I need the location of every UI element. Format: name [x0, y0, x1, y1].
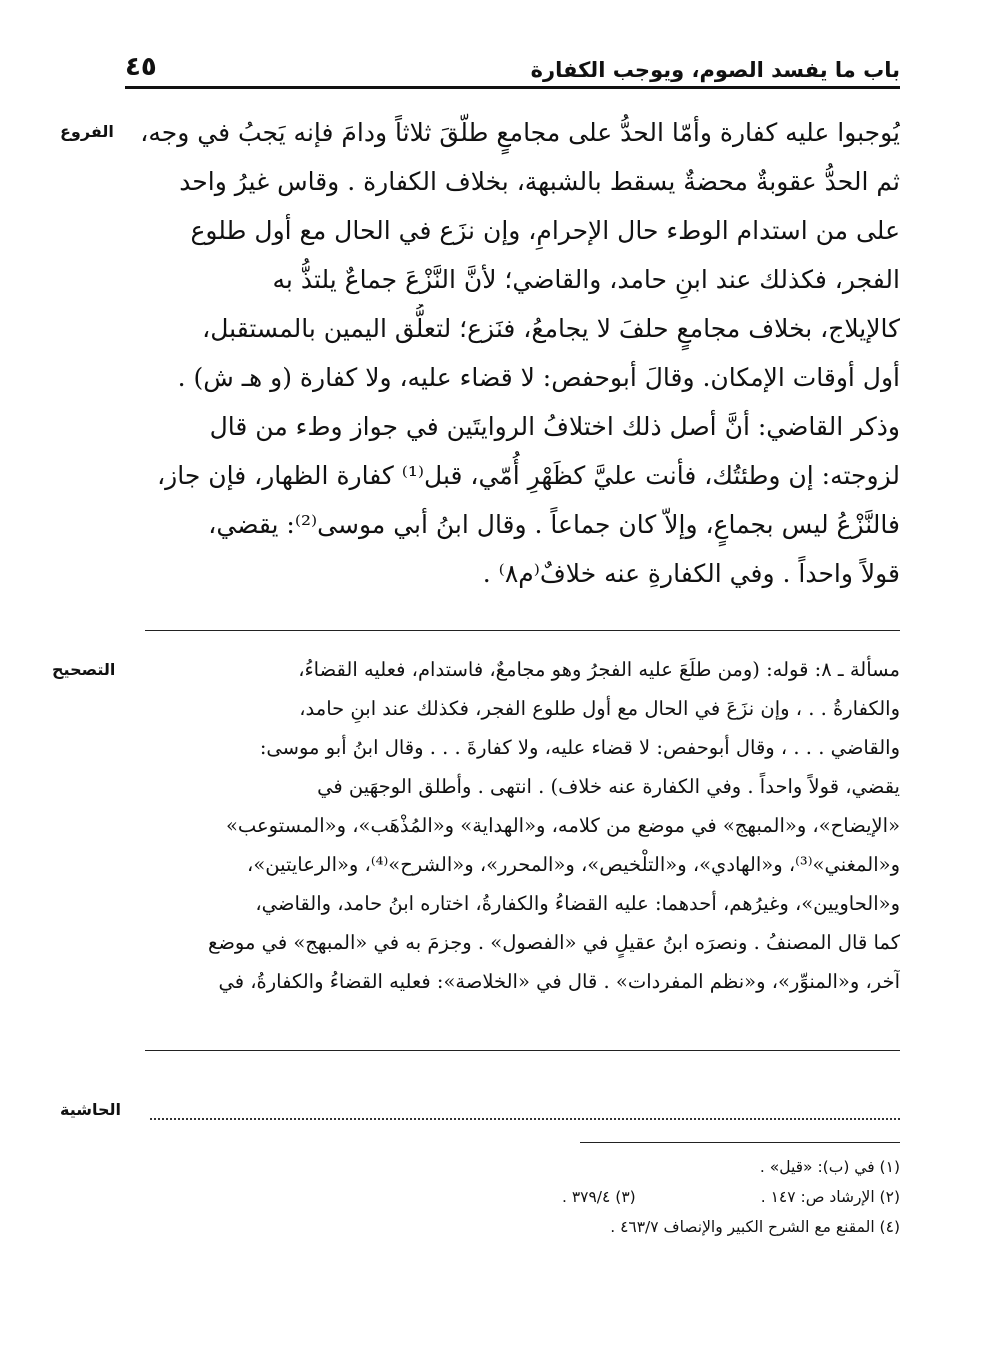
- tashih-text-line: و«المغني»⁽³⁾، و«الهادي»، و«التلْخيص»، و«المحرر»، و«الشرح»⁽⁴⁾، و«الرعايتين»،: [247, 853, 900, 876]
- tashih-text-line: آخر، و«المنوِّر»، و«نظم المفردات» . قال في «الخلاصة»: فعليه القضاءُ والكفارةُ، في: [218, 970, 900, 993]
- footnote-1: (١) في (ب): «قيل» .: [759, 1158, 900, 1176]
- section-divider: [145, 630, 900, 631]
- footnote-2: (٢) الإرشاد ص: ١٤٧ .: [760, 1188, 900, 1206]
- tashih-text-line: كما قال المصنفُ . ونصرَه ابنُ عقيلٍ في «الفصول» . وجزمَ به في «المبهج» في موضع: [207, 931, 900, 954]
- main-text-line: ثم الحدُّ عقوبةٌ محضةٌ يسقط بالشبهة، بخلاف الكفارة . وقاس غيرُ واحد: [179, 167, 900, 196]
- tashih-text-line: «الإيضاح»، و«المبهج» في موضع من كلامه، و«الهداية» و«المُذْهَب»، و«المستوعب»: [225, 814, 900, 837]
- main-text-line: كالإيلاج، بخلاف مجامعٍ حلفَ لا يجامعُ، فنَزع؛ لتعلُّق اليمين بالمستقبل،: [202, 314, 900, 343]
- main-text-line: الفجر، فكذلك عند ابنِ حامد، والقاضي؛ لأنَّ النَّزْعَ جماعٌ يلتذُّ به: [272, 265, 900, 294]
- main-text-line: فالنَّزْعُ ليس بجماعٍ، وإلاّ كان جماعاً . وقال ابنُ أبي موسى⁽²⁾: يقضي،: [208, 510, 900, 539]
- footnotes: [300, 1152, 900, 1242]
- section-label-tashih: التصحيح: [52, 660, 116, 679]
- tashih-text-line: والكفارةُ . . ، وإن نزَعَ في الحال مع أول طلوع الفجر، فكذلك عند ابنِ حامد،: [299, 697, 900, 720]
- footnote-4: (٤) المقنع مع الشرح الكبير والإنصاف ٤٦٣/٧ .: [610, 1218, 900, 1236]
- main-text-line: لزوجته: إن وطئتُك، فأنت عليَّ كظَهْرِ أُمّي، قبل⁽¹⁾ كفارة الظهار، فإن جاز،: [157, 461, 900, 490]
- page-header: [125, 30, 900, 89]
- tashih-text-line: و«الحاويين»، وغيرُهم، أحدهما: عليه القضاءُ والكفارةُ، اختاره ابنُ حامد، والقاضي،: [255, 892, 900, 915]
- tashih-text-line: والقاضي . . . ، وقال أبوحفص: لا قضاء عليه، ولا كفارةَ . . . وقال ابنُ أبو موسى:: [259, 736, 900, 759]
- section-label-furu: الفروع: [60, 122, 114, 141]
- hashiya-dotted-line: [150, 1118, 900, 1120]
- footnote-3: (٣) ٣٧٩/٤ .: [561, 1188, 636, 1206]
- tashih-text-line: مسألة ـ ٨: قوله: (ومن طلَعَ عليه الفجرُ وهو مجامعٌ، فاستدام، فعليه القضاءُ،: [298, 658, 900, 681]
- tashih-text-block: [130, 650, 900, 1001]
- running-title: باب ما يفسد الصوم، ويوجب الكفارة: [530, 58, 900, 82]
- main-text-line: أول أوقات الإمكان. وقالَ أبوحفص: لا قضاء عليه، ولا كفارة (و هـ ش) .: [177, 363, 900, 392]
- section-divider: [145, 1050, 900, 1051]
- main-text-line: يُوجبوا عليه كفارة وأمّا الحدُّ على مجامعٍ طلّقَ ثلاثاً ودامَ فإنه يَجبُ في وجه،: [140, 118, 900, 147]
- main-text-line: على من استدام الوطء حال الإحرامِ، وإن نزَع في الحال مع أول طلوع: [190, 216, 900, 245]
- footnote-divider: [580, 1142, 900, 1143]
- page-number: ٤٥: [125, 52, 157, 82]
- main-text-block: [130, 108, 900, 598]
- section-label-hashiya: الحاشية: [60, 1100, 121, 1119]
- main-text-line: وذكر القاضي: أنَّ أصل ذلك اختلافُ الروايتَين في جواز وطء من قال: [209, 412, 900, 441]
- main-text-line: قولاً واحداً . وفي الكفارةِ عنه خلافٌ⁽م٨⁾ .: [482, 559, 900, 588]
- tashih-text-line: يقضي، قولاً واحداً . وفي الكفارة عنه خلاف) . انتهى . وأطلق الوجهَين في: [317, 775, 900, 798]
- footnote-row: [300, 1182, 900, 1212]
